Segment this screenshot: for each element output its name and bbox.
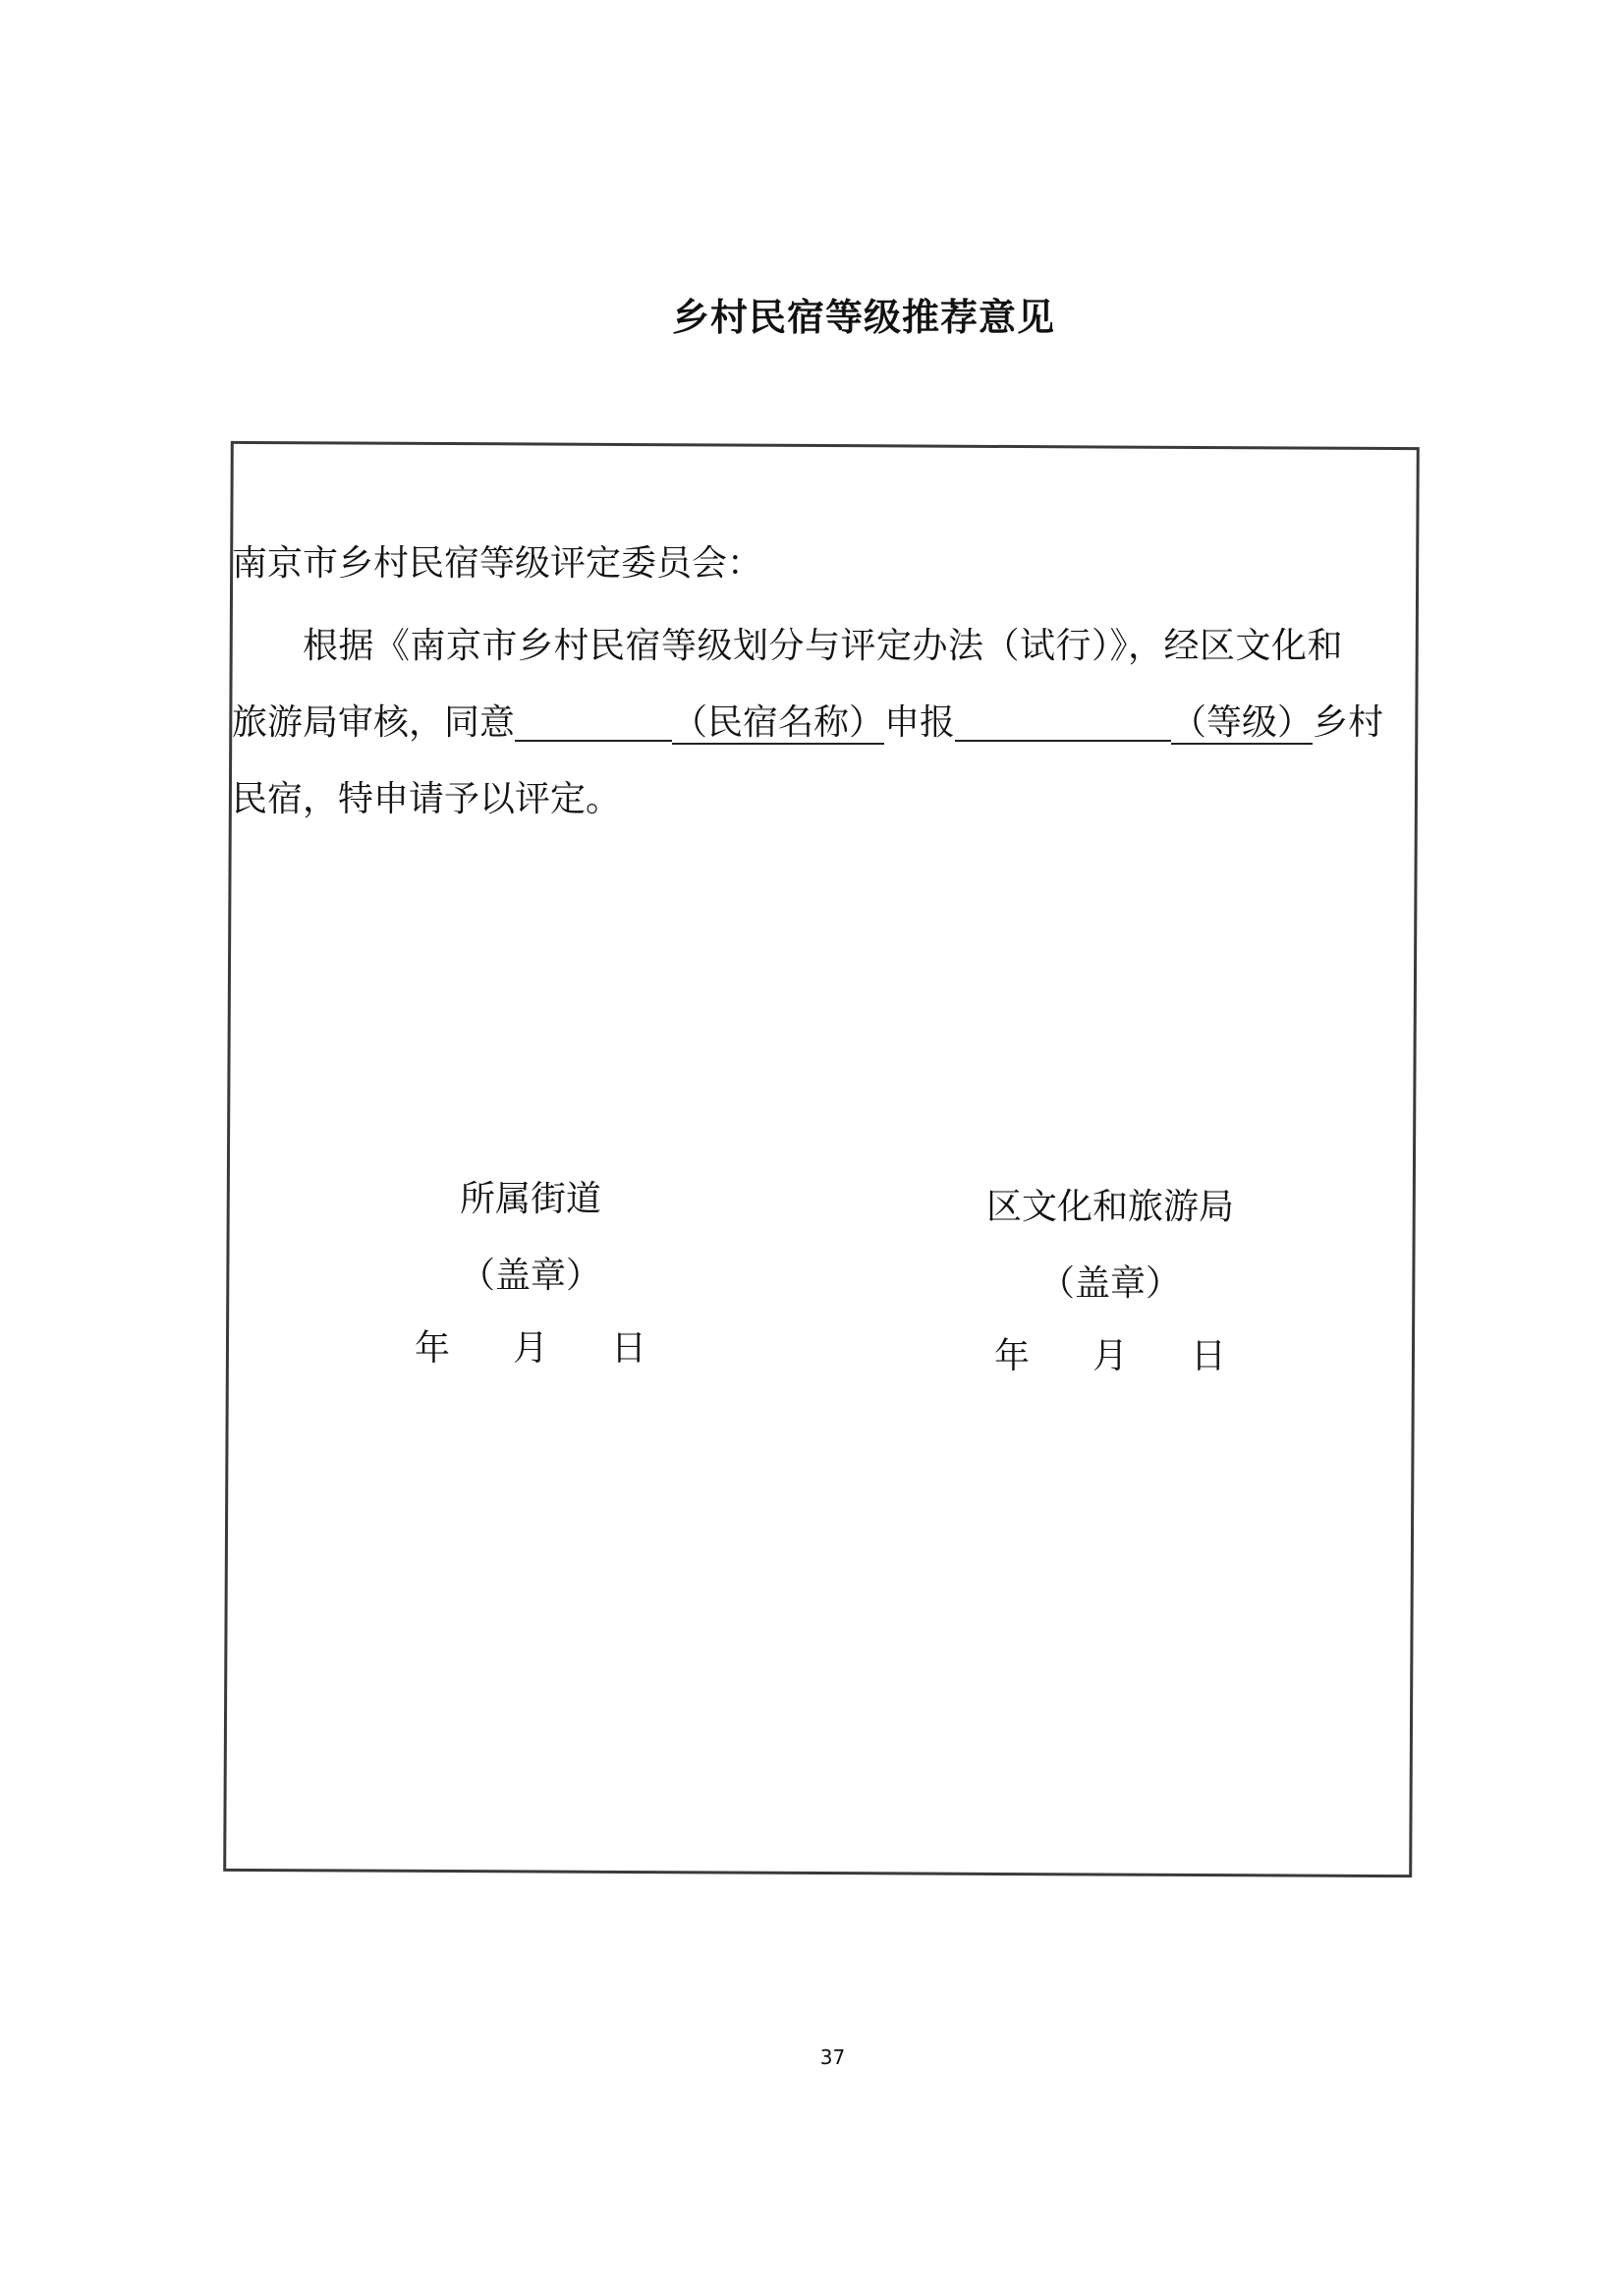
body-line-1: 根据《南京市乡村民宿等级划分与评定办法（试行）》，经区文化和 — [303, 626, 1344, 666]
body-line-2-suffix: 乡村 — [1313, 702, 1384, 743]
body-line-2 — [232, 702, 1384, 743]
signature-org-bureau: 区文化和旅游局 — [985, 1187, 1234, 1227]
date-year-label: 年 — [993, 1336, 1030, 1376]
seal-label-subdistrict: （盖章） — [459, 1256, 601, 1296]
signature-org-subdistrict: 所属街道 — [459, 1179, 601, 1219]
date-month-label: 月 — [1092, 1336, 1128, 1376]
grade-hint: （等级） — [1171, 702, 1314, 743]
body-line-2-prefix: 旅游局审核，同意 — [232, 702, 516, 743]
salutation: 南京市乡村民宿等级评定委员会： — [232, 543, 763, 584]
date-line-subdistrict — [403, 1320, 658, 1371]
homestay-name-hint: （民宿名称） — [672, 702, 885, 743]
page-title: 乡村民宿等级推荐意见 — [671, 296, 1055, 339]
grade-blank[interactable] — [955, 706, 1171, 742]
date-year-label: 年 — [414, 1328, 450, 1369]
date-line-bureau — [963, 1328, 1258, 1378]
page-number: 37 — [819, 2045, 846, 2069]
date-month-label: 月 — [512, 1328, 548, 1369]
homestay-name-blank[interactable] — [515, 706, 672, 742]
date-day-label: 日 — [611, 1328, 647, 1369]
body-line-3: 民宿，特申请予以评定。 — [232, 779, 622, 819]
date-day-label: 日 — [1191, 1336, 1227, 1376]
body-line-2-mid: 申报 — [884, 702, 956, 743]
seal-label-bureau: （盖章） — [1038, 1263, 1181, 1304]
